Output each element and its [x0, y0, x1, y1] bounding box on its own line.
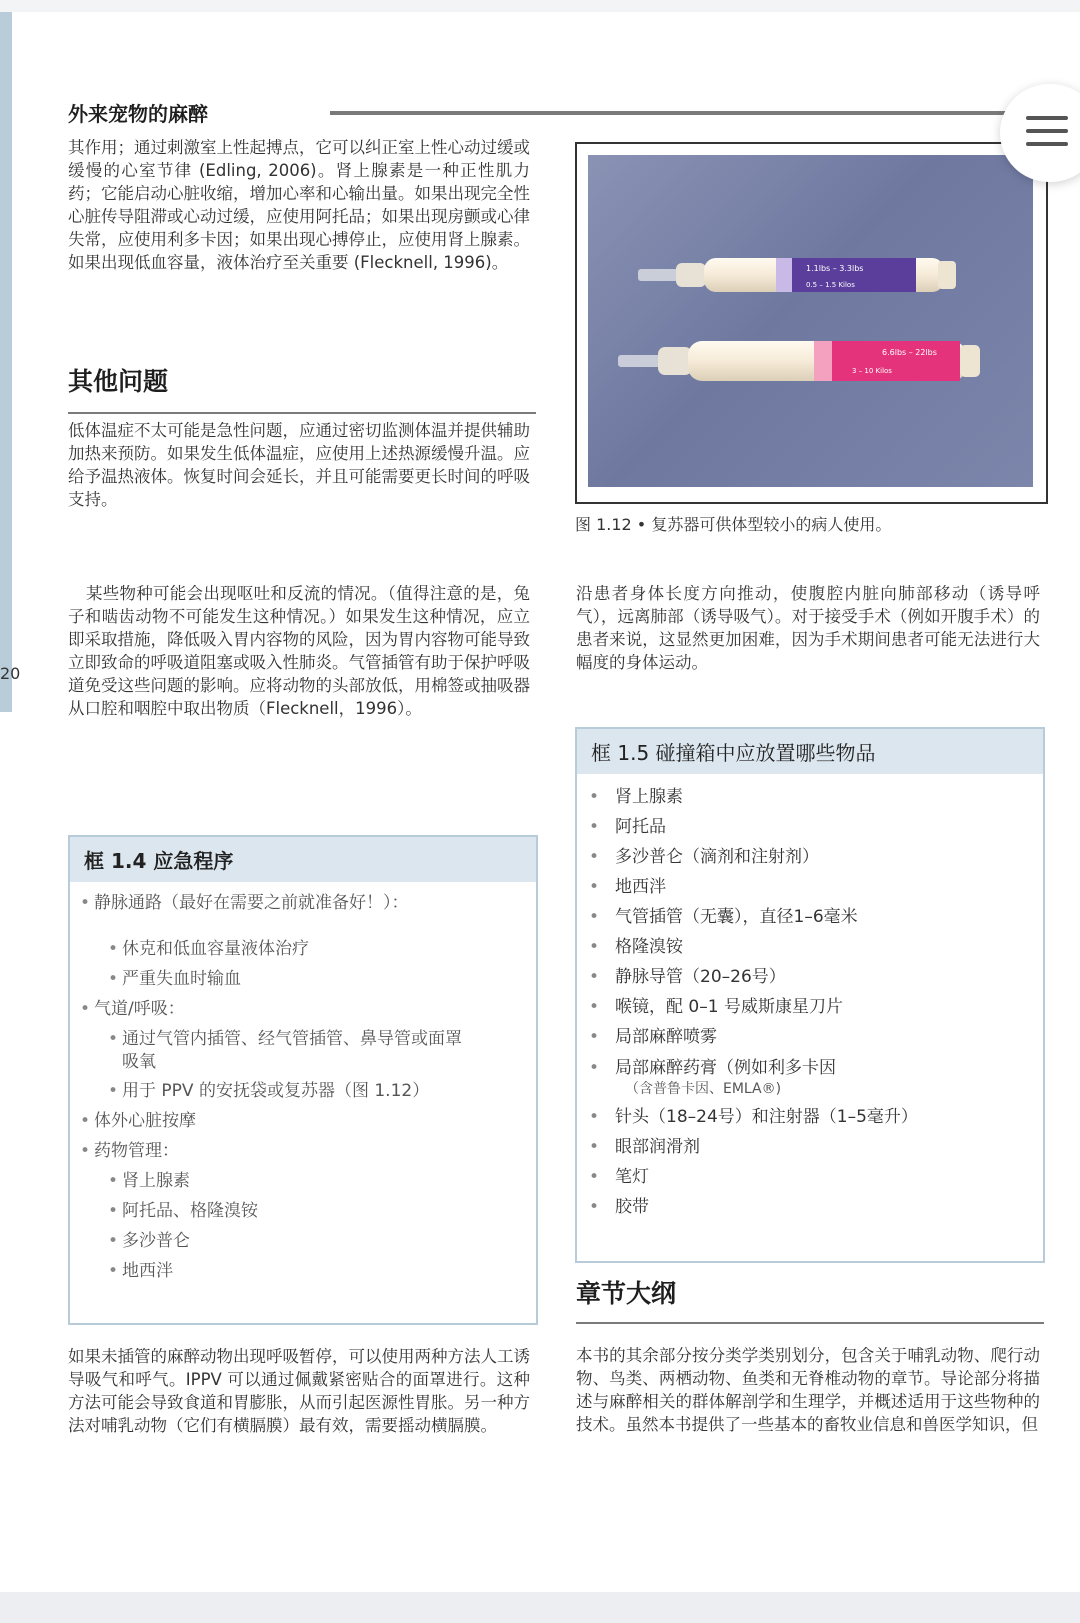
label-top-kilos: 0.5 – 1.5 Kilos — [806, 281, 855, 289]
list-item: • 针头（18–24号）和注射器（1–5毫升） — [577, 1102, 1043, 1132]
list-item: • 胶带 — [577, 1192, 1043, 1222]
list-item: • 地西泮 — [577, 872, 1043, 902]
list-item: • 局部麻醉喷雾 — [577, 1022, 1043, 1052]
resuscitator-illustration — [588, 155, 1033, 487]
left-paragraph-1: 其作用；通过刺激室上性起搏点，它可以纠正室上性心动过缓或缓慢的心室节律 (Edling, 2006)。肾上腺素是一种正性肌力药；它能启动心脏收缩，增加心率和心输出量。如果出现完全性心脏传导阻滞或心动过缓，应使用阿托品；如果出现房颤或心律失常，应使用利多卡因；如果出现心搏停止，应使用肾上腺素。如果出现低血容量，液体治疗至关重要 (Flecknell, 1996)。 — [68, 138, 530, 272]
page-number: 20 — [0, 664, 21, 683]
box-title: 框 1.4 应急程序 — [70, 837, 536, 882]
list-item: • 地西泮 — [122, 1256, 536, 1286]
list-item: • 阿托品、格隆溴铵 — [122, 1196, 536, 1226]
box-title: 框 1.5 碰撞箱中应放置哪些物品 — [577, 729, 1043, 774]
label-top-weight: 1.1lbs – 3.3lbs — [806, 264, 864, 273]
heading-rule — [576, 1322, 1044, 1324]
list-item: • 静脉通路（最好在需要之前就准备好！）： — [94, 888, 536, 918]
running-title: 外来宠物的麻醉 — [68, 102, 208, 126]
box-crash-box-items — [575, 727, 1045, 1263]
header-rule — [330, 111, 1020, 115]
list-item: • 肾上腺素 — [122, 1166, 536, 1196]
box-emergency-procedures — [68, 835, 538, 1325]
list-item: • 体外心脏按摩 — [94, 1106, 536, 1136]
label-bottom-weight: 6.6lbs – 22lbs — [882, 348, 937, 357]
list-item-text: 局部麻醉药膏（例如利多卡因 — [615, 1058, 836, 1078]
list-item: • 通过气管内插管、经气管插管、鼻导管或面罩吸氧 — [122, 1028, 462, 1074]
list-item: • 多沙普仑（滴剂和注射剂） — [577, 842, 1043, 872]
heading-rule — [68, 412, 536, 414]
list-item: • 阿托品 — [577, 812, 1043, 842]
list-item: • 用于 PPV 的安抚袋或复苏器（图 1.12） — [122, 1076, 536, 1106]
list-item: • 休克和低血容量液体治疗 — [122, 934, 536, 964]
right-paragraph-2: 本书的其余部分按分类学类别划分，包含关于哺乳动物、爬行动物、鸟类、两栖动物、鱼类和无脊椎动物的章节。导论部分将描述与麻醉相关的群体解剖学和生理学，并概述适用于这些物种的技术。虽然本书提供了一些基本的畜牧业信息和兽医学知识，但 — [576, 1346, 1040, 1434]
list-item: • 静脉导管（20–26号） — [577, 962, 1043, 992]
figure-caption: 图 1.12 • 复苏器可供体型较小的病人使用。 — [575, 515, 892, 534]
heading-other-issues: 其他问题 — [68, 367, 169, 396]
list-item: • 眼部润滑剂 — [577, 1132, 1043, 1162]
list-item: • 格隆溴铵 — [577, 932, 1043, 962]
label-bottom-kilos: 3 – 10 Kilos — [852, 367, 892, 375]
bottom-bar — [0, 1592, 1080, 1623]
document-page — [0, 12, 1080, 1592]
list-item: • 气管插管（无囊），直径1–6毫米 — [577, 902, 1043, 932]
list-item: • 多沙普仑 — [122, 1226, 536, 1256]
list-item: • 喉镜，配 0–1 号威斯康星刀片 — [577, 992, 1043, 1022]
left-paragraph-3: 某些物种可能会出现呕吐和反流的情况。（值得注意的是，兔子和啮齿动物不可能发生这种情况。）如果发生这种情况，应立即采取措施，降低吸入胃内容物的风险，因为胃内容物可能导致立即致命的呼吸道阻塞或吸入性肺炎。气管插管有助于保护呼吸道免受这些问题的影响。应将动物的头部放低，用棉签或抽吸器从口腔和咽腔中取出物质（Flecknell，1996）。 — [68, 584, 530, 718]
heading-chapter-outline: 章节大纲 — [576, 1279, 677, 1308]
page-edge-strip — [0, 12, 12, 712]
list-item-subtext: （含普鲁卡因、EMLA®) — [625, 1081, 782, 1097]
list-item: • 肾上腺素 — [577, 782, 1043, 812]
left-paragraph-4: 如果未插管的麻醉动物出现呼吸暂停，可以使用两种方法人工诱导吸气和呼气。IPPV 可以通过佩戴紧密贴合的面罩进行。这种方法可能会导致食道和胃膨胀，从而引起医源性胃胀。另一种方法对哺乳动物（它们有横膈膜）最有效，需要摇动横膈膜。 — [68, 1347, 530, 1435]
resuscitator-photo — [588, 155, 1033, 487]
menu-icon-bar — [1026, 129, 1068, 133]
left-paragraph-2: 低体温症不太可能是急性问题，应通过密切监测体温并提供辅助加热来预防。如果发生低体温症，应使用上述热源缓慢升温。应给予温热液体。恢复时间会延长，并且可能需要更长时间的呼吸支持。 — [68, 421, 530, 509]
list-item — [577, 1056, 1043, 1098]
list-item: • 笔灯 — [577, 1162, 1043, 1192]
list-item: • 严重失血时输血 — [122, 964, 536, 994]
list-item: • 气道/呼吸： — [94, 994, 536, 1024]
list-item: • 药物管理： — [94, 1136, 536, 1166]
figure-1-12 — [575, 142, 1048, 504]
menu-icon-bar — [1026, 142, 1068, 146]
right-paragraph-1: 沿患者身体长度方向推动，使腹腔内脏向肺部移动（诱导呼气），远离肺部（诱导吸气）。对于接受手术（例如开腹手术）的患者来说，这显然更加困难，因为手术期间患者可能无法进行大幅度的身体运动。 — [576, 584, 1040, 672]
menu-icon-bar — [1026, 116, 1068, 120]
